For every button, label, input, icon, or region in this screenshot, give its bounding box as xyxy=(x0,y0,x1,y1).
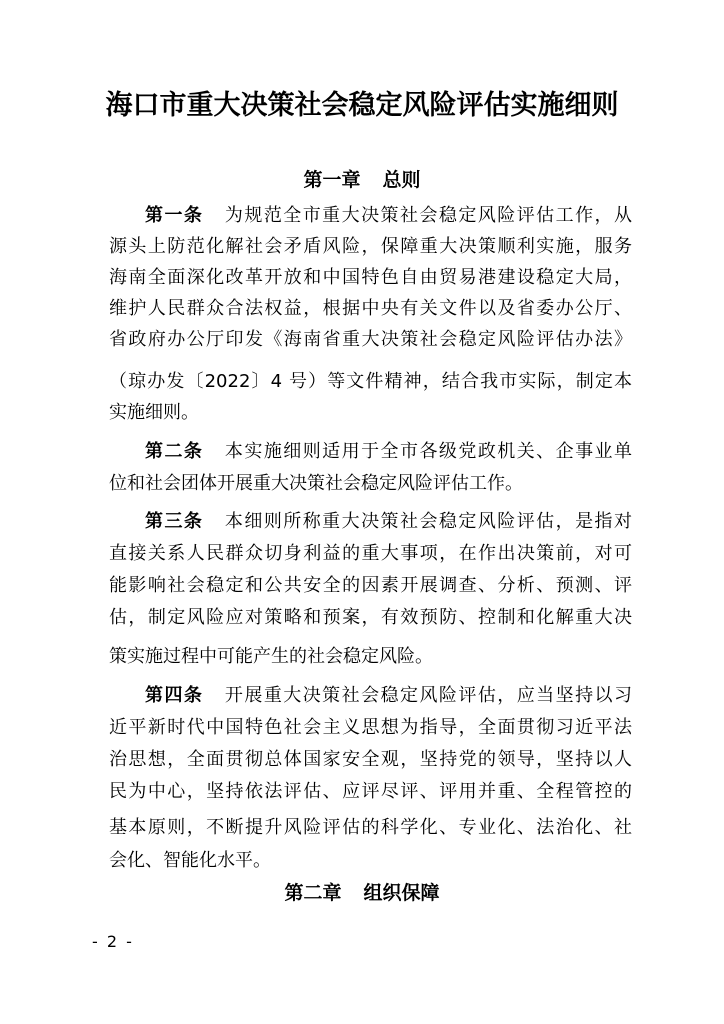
document-title: 海口市重大决策社会稳定风险评估实施细则 xyxy=(105,90,619,121)
article-line: 直接关系人民群众切身利益的重大事项，在作出决策前，对可 xyxy=(109,543,632,564)
article-line: 海南全面深化改革开放和中国特色自由贸易港建设稳定大局， xyxy=(109,267,632,288)
article-label: 第一条 xyxy=(145,205,204,226)
article-line: 源头上防范化解社会矛盾风险，保障重大决策顺利实施，服务 xyxy=(109,236,632,257)
article-text: 开展重大决策社会稳定风险评估，应当坚持以习 xyxy=(224,685,633,706)
chapter-number: 第一章 xyxy=(303,169,361,191)
chapter-name: 组织保障 xyxy=(363,882,440,904)
chapter-heading xyxy=(0,879,724,907)
article-line xyxy=(145,200,632,231)
article-line xyxy=(145,436,632,467)
article-line: 基本原则，不断提升风险评估的科学化、专业化、法治化、社 xyxy=(109,817,632,838)
article-line: 估，制定风险应对策略和预案，有效预防、控制和化解重大决 xyxy=(109,607,632,628)
article-line: 民为中心，坚持依法评估、应评尽评、评用并重、全程管控的 xyxy=(109,781,632,802)
article-line xyxy=(145,680,632,711)
article-line: 策实施过程中可能产生的社会稳定风险。 xyxy=(109,646,433,667)
article-line: 会化、智能化水平。 xyxy=(109,850,271,871)
article-line: 治思想，全面贯彻总体国家安全观，坚持党的领导，坚持以人 xyxy=(109,749,632,770)
article-line: （琼办发〔2022〕4 号）等文件精神，结合我市实际，制定本 xyxy=(109,371,632,392)
article-label: 第四条 xyxy=(145,685,204,706)
chapter-number: 第二章 xyxy=(284,882,342,904)
article-line: 近平新时代中国特色社会主义思想为指导，全面贯彻习近平法 xyxy=(109,717,632,738)
article-line: 能影响社会稳定和公共安全的因素开展调查、分析、预测、评 xyxy=(109,575,632,596)
article-text: 本实施细则适用于全市各级党政机关、企事业单 xyxy=(224,441,633,462)
article-line: 维护人民群众合法权益，根据中央有关文件以及省委办公厅、 xyxy=(109,298,632,319)
article-line xyxy=(145,506,632,537)
article-line: 省政府办公厅印发《海南省重大决策社会稳定风险评估办法》 xyxy=(109,329,632,350)
article-line: 位和社会团体开展重大决策社会稳定风险评估工作。 xyxy=(109,473,523,494)
article-text: 为规范全市重大决策社会稳定风险评估工作，从 xyxy=(224,205,633,226)
chapter-name: 总则 xyxy=(382,169,421,191)
article-text: 本细则所称重大决策社会稳定风险评估，是指对 xyxy=(224,511,633,532)
article-line: 实施细则。 xyxy=(109,402,199,423)
page-number: - 2 - xyxy=(92,932,134,951)
article-label: 第二条 xyxy=(145,441,204,462)
article-label: 第三条 xyxy=(145,511,204,532)
chapter-heading xyxy=(0,166,724,194)
